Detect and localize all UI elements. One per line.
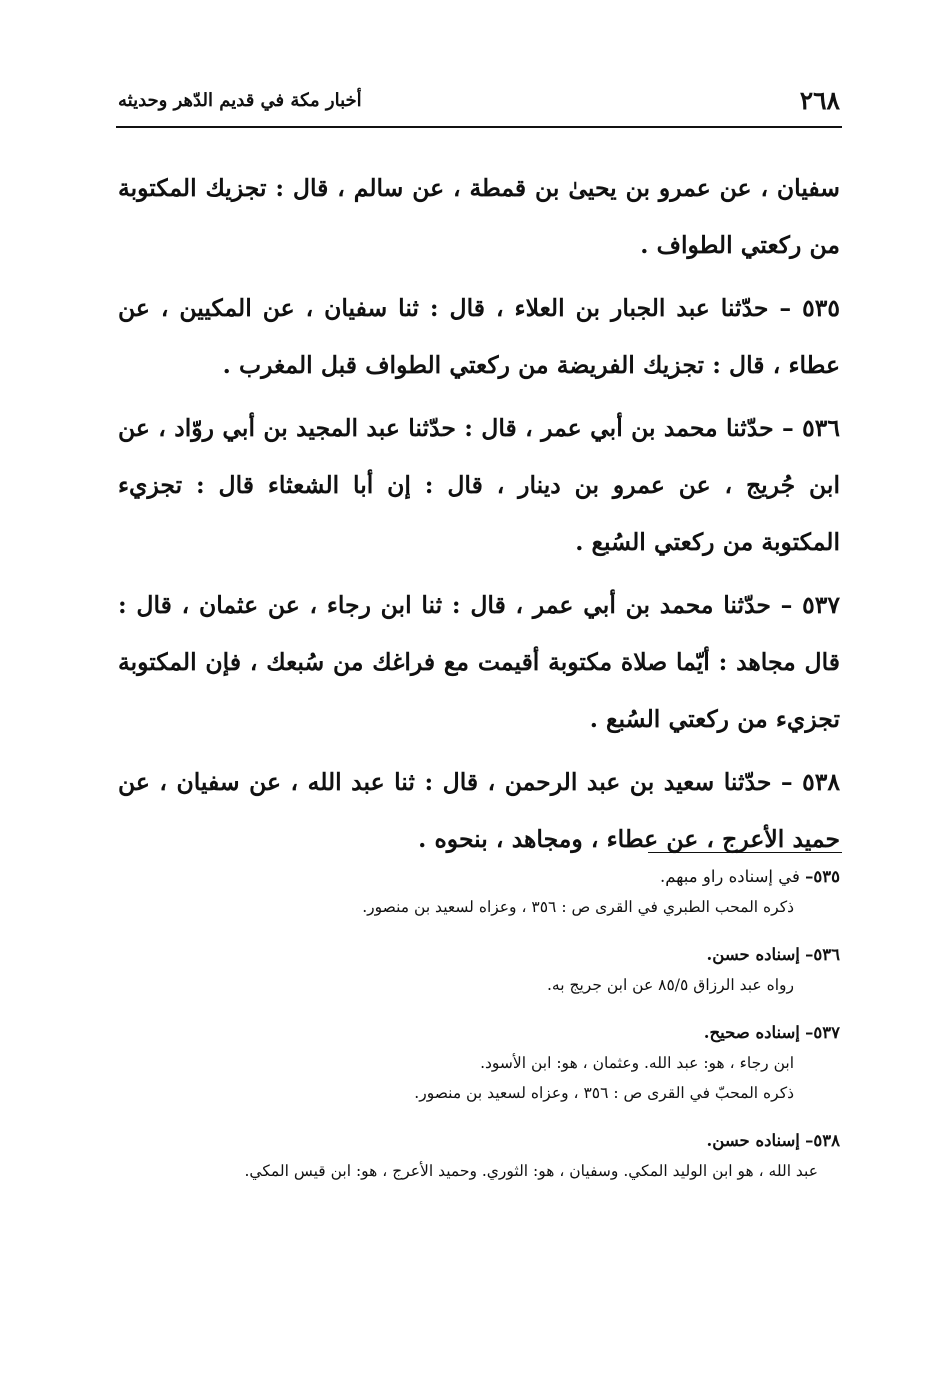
footnote-536 (118, 940, 840, 1000)
footnote-status: في إسناده راو مبهم. (659, 867, 800, 886)
running-title: أخبار مكة في قديم الدّهر وحديثه (118, 90, 362, 111)
footnote-535 (118, 862, 840, 922)
header-rule (116, 126, 842, 128)
paragraph-536: ٥٣٦ – حدّثنا محمد بن أبي عمر ، قال : حدّثنا عبد المجيد بن أبي روّاد ، عن ابن جُريج ، عن عمرو بن دينار ، قال : إن أبا الشعثاء قال : تجزيء المكتوبة من ركعتي السُبع . (118, 414, 840, 556)
main-text (118, 160, 840, 868)
footnote-537 (118, 1018, 840, 1108)
footnote-status: إسناده حسن. (706, 945, 800, 964)
paragraph-continuation: سفيان ، عن عمرو بن يحيىٰ بن قمطة ، عن سالم ، قال : تجزيك المكتوبة من ركعتي الطواف . (118, 174, 840, 259)
footnote-heading (118, 1126, 840, 1156)
footnote-heading (118, 862, 840, 892)
footnotes (118, 862, 840, 1204)
footnote-number: ٥٣٦– (805, 945, 840, 964)
footnote-line: ذكره المحبّ في القرى ص : ٣٥٦ ، وعزاه لسعيد بن منصور. (414, 1084, 794, 1102)
footnote-status: إسناده صحيح. (703, 1023, 800, 1042)
footnote-status: إسناده حسن. (706, 1131, 800, 1150)
paragraph-538: ٥٣٨ – حدّثنا سعيد بن عبد الرحمن ، قال : ثنا عبد الله ، عن سفيان ، عن حميد الأعرج ، عن عطاء ، ومجاهد ، بنحوه . (118, 768, 840, 853)
footnote-heading (118, 940, 840, 970)
footnote-rule (648, 852, 842, 853)
footnote-line: ابن رجاء ، هو: عبد الله. وعثمان ، هو: ابن الأسود. (480, 1054, 794, 1072)
footnote-line: ذكره المحب الطبري في القرى ص : ٣٥٦ ، وعزاه لسعيد بن منصور. (362, 898, 794, 916)
footnote-line: رواه عبد الرزاق ٨٥/٥ عن ابن جريج به. (546, 976, 794, 994)
paragraph-535: ٥٣٥ – حدّثنا عبد الجبار بن العلاء ، قال : ثنا سفيان ، عن المكيين ، عن عطاء ، قال : تجزيك الفريضة من ركعتي الطواف قبل المغرب . (118, 294, 840, 379)
paragraph-537: ٥٣٧ – حدّثنا محمد بن أبي عمر ، قال : ثنا ابن رجاء ، عن عثمان ، قال : قال مجاهد : أيّما صلاة مكتوبة أقيمت مع فراغك من سُبعك ، فإن المكتوبة تجزيء من ركعتي السُبع . (118, 591, 840, 733)
footnote-number: ٥٣٥– (805, 867, 840, 886)
footnote-538 (118, 1126, 840, 1186)
page-number: ٢٦٨ (799, 86, 840, 115)
footnote-line: عبد الله ، هو ابن الوليد المكي. وسفيان ، هو: الثوري. وحميد الأعرج ، هو: ابن قيس المكي. (244, 1162, 818, 1180)
page-header (118, 86, 840, 122)
footnote-number: ٥٣٧– (805, 1023, 840, 1042)
footnote-number: ٥٣٨– (805, 1131, 840, 1150)
footnote-heading (118, 1018, 840, 1048)
